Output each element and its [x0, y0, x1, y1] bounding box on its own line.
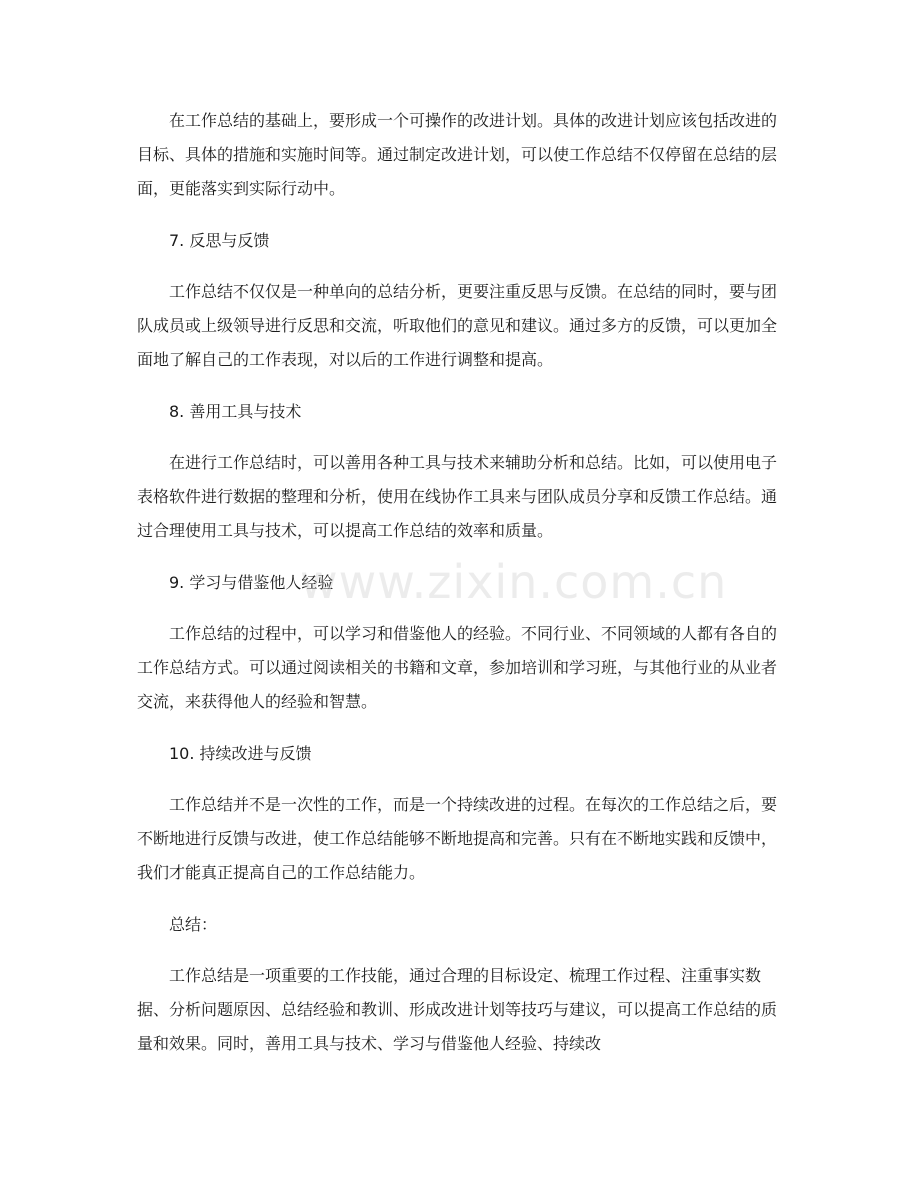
heading-summary: 总结： — [169, 915, 218, 934]
heading-tools-technology: 8. 善用工具与技术 — [169, 402, 302, 421]
heading-continuous-improvement: 10. 持续改进与反馈 — [169, 744, 312, 763]
heading-reflection-feedback: 7. 反思与反馈 — [169, 231, 270, 250]
watermark-text: www.zixin.com.cn — [300, 555, 728, 609]
paragraph-reflection-feedback: 工作总结不仅仅是一种单向的总结分析，更要注重反思与反馈。在总结的同时，要与团队成员或上级领导进行反思和交流，听取他们的意见和建议。通过多方的反馈，可以更加全面地了解自己的工作表现，对以后的工作进行调整和提高。 — [137, 282, 778, 369]
paragraph-learn-from-others: 工作总结的过程中，可以学习和借鉴他人的经验。不同行业、不同领域的人都有各自的工作总结方式。可以通过阅读相关的书籍和文章，参加培训和学习班，与其他行业的从业者交流，来获得他人的经验和智慧。 — [137, 624, 778, 711]
paragraph-improvement-plan: 在工作总结的基础上，要形成一个可操作的改进计划。具体的改进计划应该包括改进的目标、具体的措施和实施时间等。通过制定改进计划，可以使工作总结不仅停留在总结的层面，更能落实到实际行动中。 — [137, 111, 778, 198]
heading-learn-from-others: 9. 学习与借鉴他人经验 — [169, 573, 334, 592]
paragraph-continuous-improvement: 工作总结并不是一次性的工作，而是一个持续改进的过程。在每次的工作总结之后，要不断地进行反馈与改进，使工作总结能够不断地提高和完善。只有在不断地实践和反馈中，我们才能真正提高自己的工作总结能力。 — [137, 795, 778, 882]
paragraph-tools-technology: 在进行工作总结时，可以善用各种工具与技术来辅助分析和总结。比如，可以使用电子表格软件进行数据的整理和分析，使用在线协作工具来与团队成员分享和反馈工作总结。通过合理使用工具与技术，可以提高工作总结的效率和质量。 — [137, 453, 778, 540]
paragraph-summary: 工作总结是一项重要的工作技能，通过合理的目标设定、梳理工作过程、注重事实数据、分析问题原因、总结经验和教训、形成改进计划等技巧与建议，可以提高工作总结的质量和效果。同时，善用工具与技术、学习与借鉴他人经验、持续改 — [137, 966, 778, 1053]
